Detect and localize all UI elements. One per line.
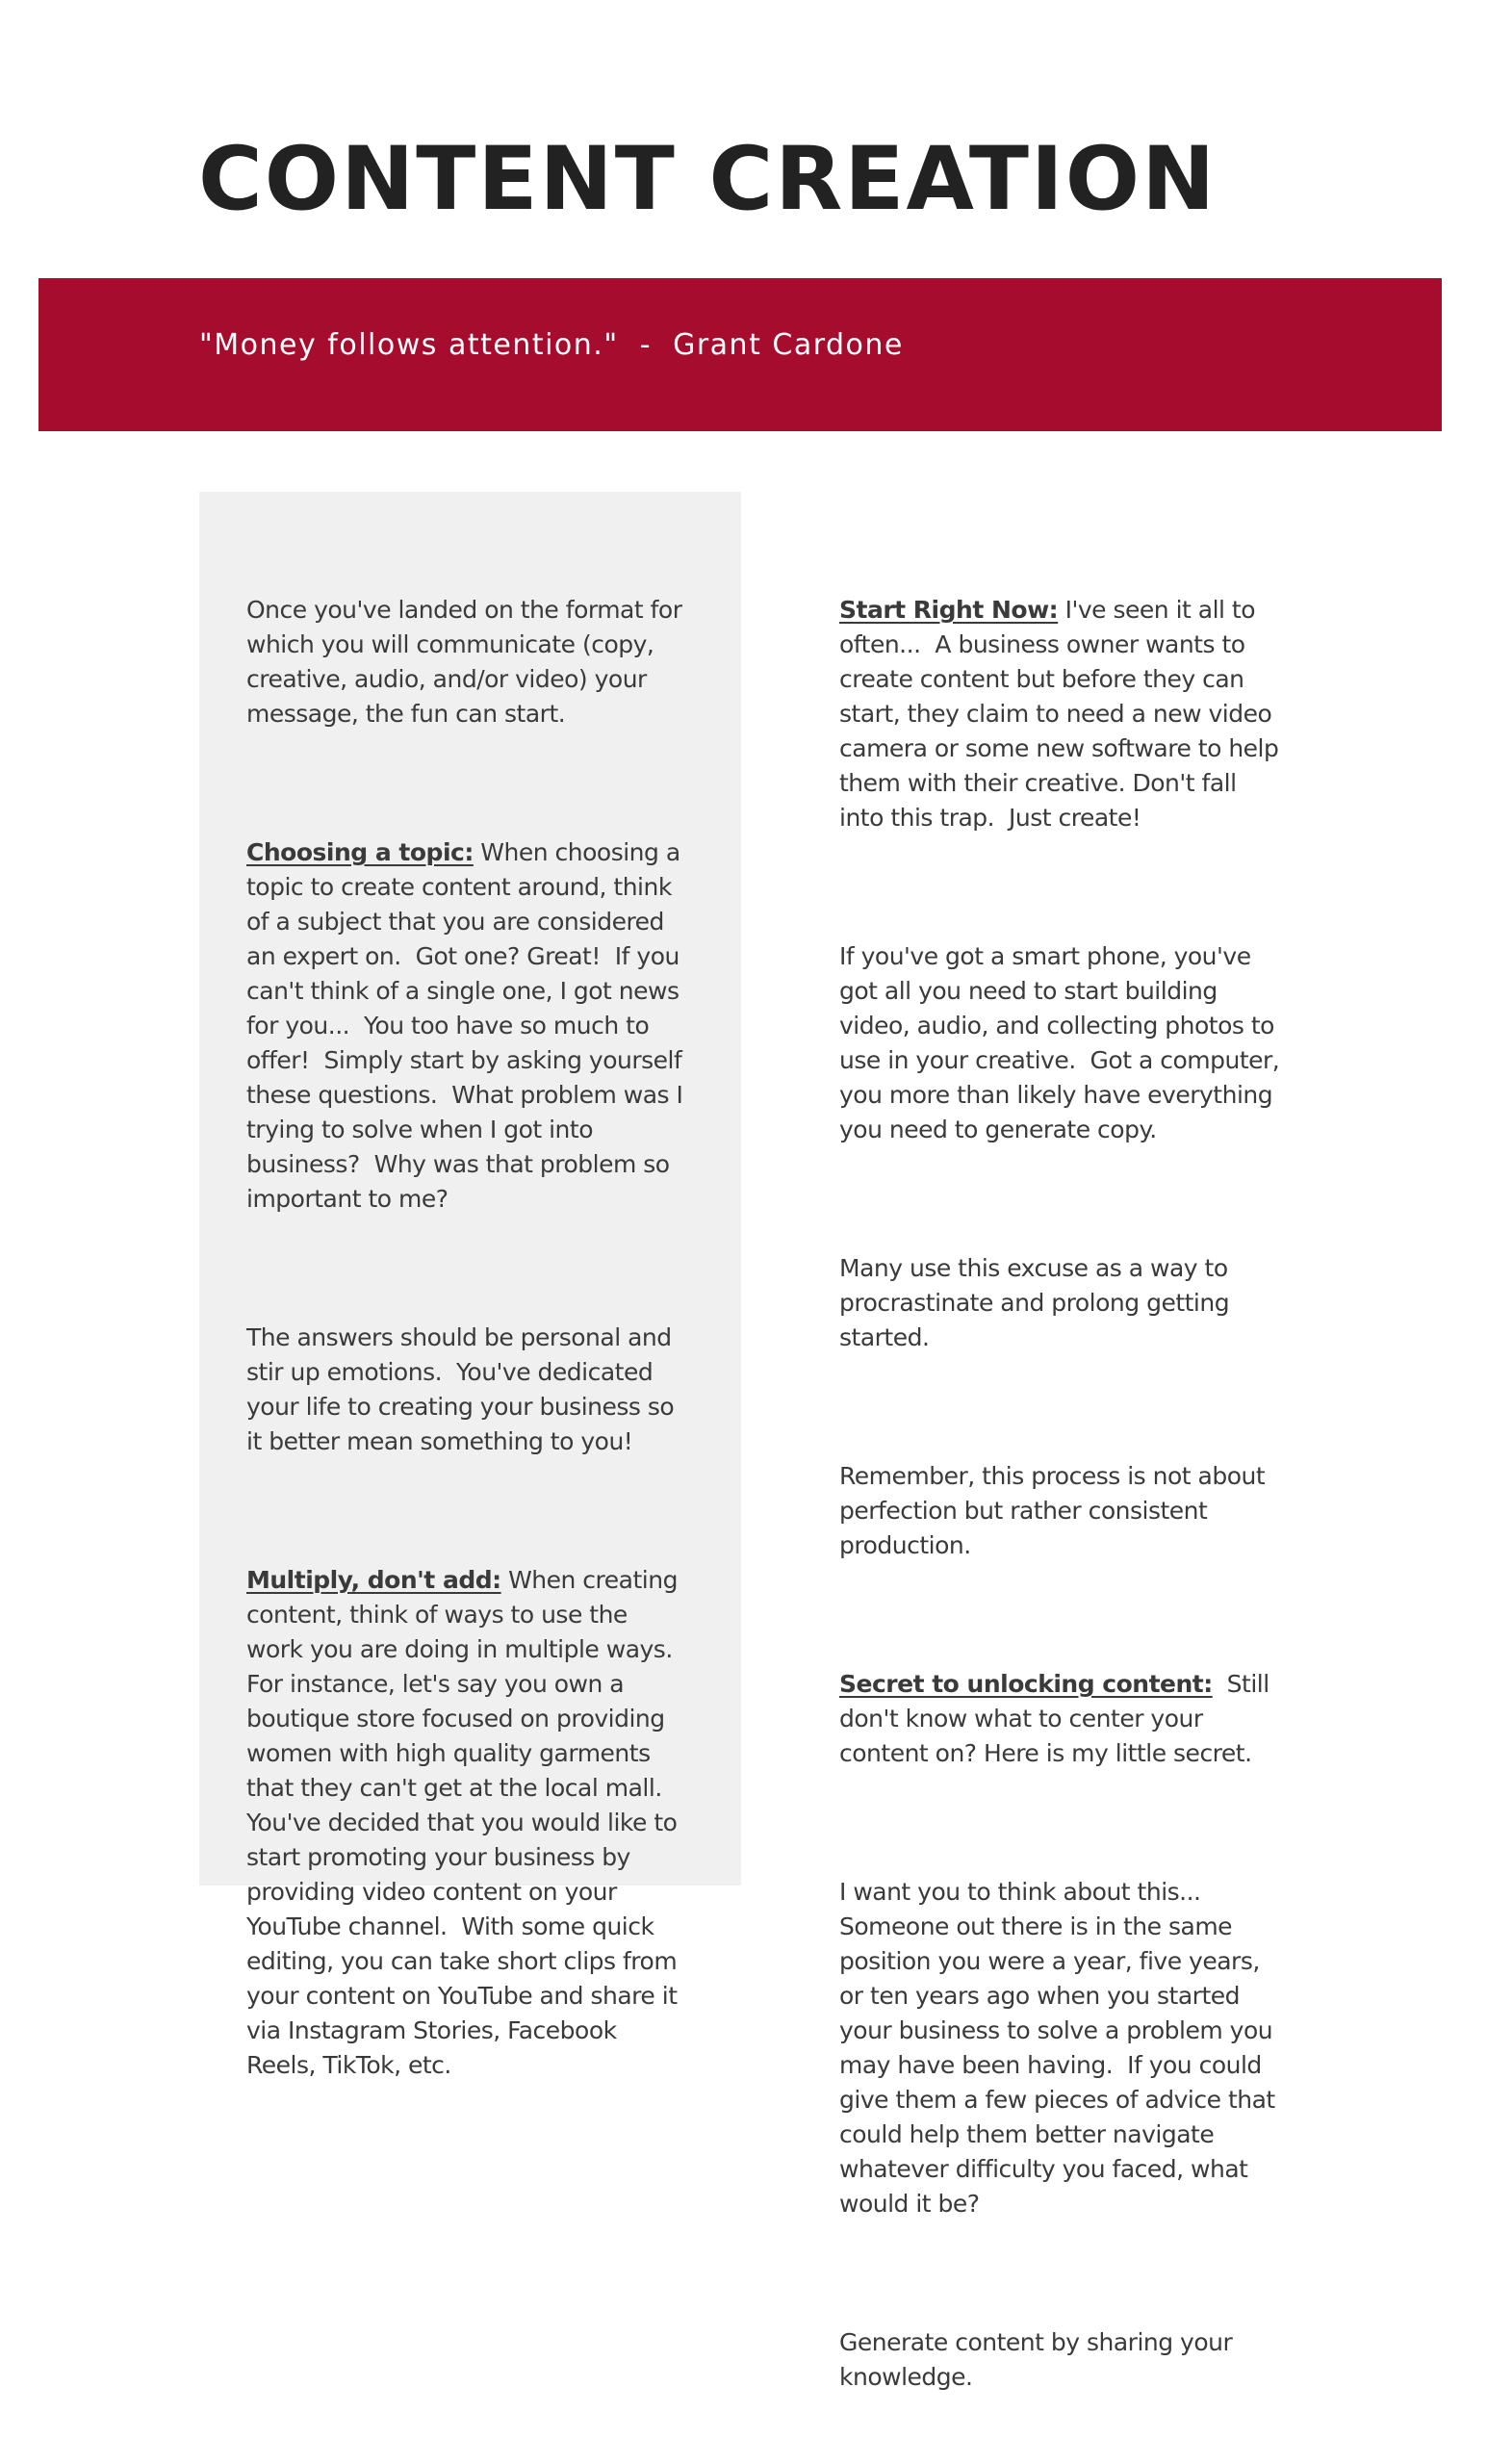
start-now-body: I've seen it all to often... A business owner wants to create content but before they can start, they claim to need a new video camera or some new software to help them with their creative. Don't fall into this trap. Just create!: [839, 596, 1279, 832]
intro-paragraph: Once you've landed on the format for which you will communicate (copy, creative, audio, and/or video) your message, the fun can start.: [246, 596, 682, 728]
choosing-topic-paragraph: [246, 835, 682, 1217]
left-column: [246, 524, 682, 2152]
choosing-topic-heading: Choosing a topic:: [246, 838, 474, 866]
smartphone-paragraph: If you've got a smart phone, you've got all you need to start building video, audio, and collecting photos to use in your creative. Got a computer, you more than likely have everything you need to generate copy.: [839, 942, 1280, 1143]
multiply-heading: Multiply, don't add:: [246, 1566, 501, 1594]
multiply-body: When creating content, think of ways to use the work you are doing in multiple ways. For instance, let's say you own a boutique store focused on providing women with high quality garments that they can't get at the local mall. You've decided that you would like to start promoting your business by providing video content on your YouTube channel. With some quick editing, you can take short clips from your content on YouTube and share it via Instagram Stories, Facebook Reels, TikTok, etc.: [246, 1566, 678, 2079]
banner-quote: "Money follows attention." - Grant Cardone: [199, 328, 904, 362]
right-column: [839, 524, 1279, 2464]
choosing-topic-body: When choosing a topic to create content around, think of a subject that you are considered an expert on. Got one? Great! If you can't think of a single one, I got news for you... You too have so much to offer! Simply start by asking yourself these questions. What problem was I trying to solve when I got into business? Why was that problem so important to me?: [246, 838, 683, 1213]
excuse-paragraph: Many use this excuse as a way to procrastinate and prolong getting started.: [839, 1254, 1230, 1351]
page-title: CONTENT CREATION: [198, 129, 1218, 230]
quote-banner: [38, 278, 1442, 431]
secret-paragraph: [839, 1667, 1279, 1771]
generate-paragraph: Generate content by sharing your knowledge.: [839, 2328, 1233, 2391]
secret-heading: Secret to unlocking content:: [839, 1670, 1213, 1698]
think-paragraph: I want you to think about this... Someone out there is in the same position you were a year, five years, or ten years ago when you started your business to solve a problem you may have been having. If you could give them a few pieces of advice that could help them better navigate whatever difficulty you faced, what would it be?: [839, 1878, 1275, 2218]
secret-body: Still don't know what to center your content on? Here is my little secret.: [839, 1670, 1269, 1767]
remember-paragraph: Remember, this process is not about perfection but rather consistent production.: [839, 1462, 1266, 1559]
multiply-paragraph: [246, 1563, 682, 2083]
answers-paragraph: The answers should be personal and stir up emotions. You've dedicated your life to creating your business so it better mean something to you!: [246, 1323, 675, 1455]
start-now-paragraph: [839, 593, 1279, 835]
start-now-heading: Start Right Now:: [839, 596, 1059, 624]
